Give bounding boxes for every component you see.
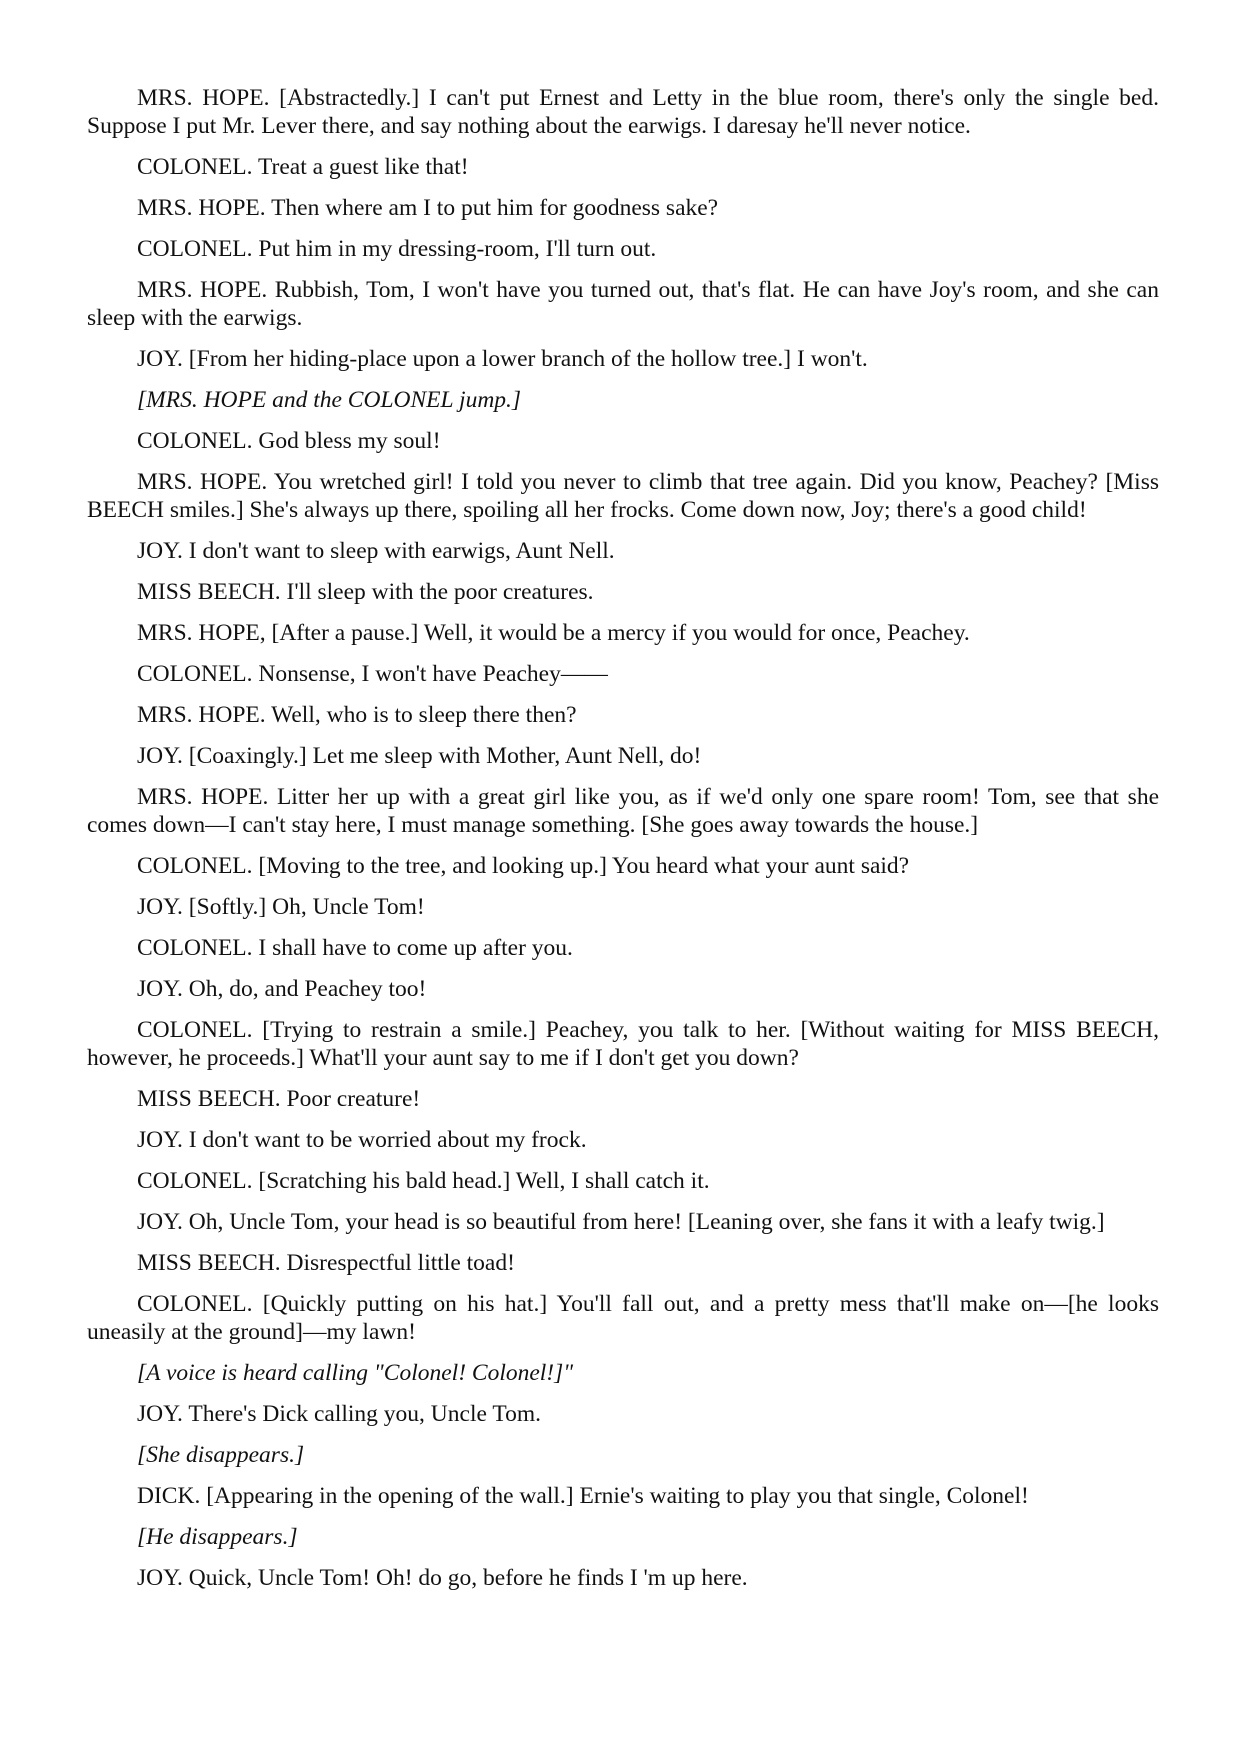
paragraph: COLONEL. Put him in my dressing-room, I'll turn out. <box>137 236 657 262</box>
paragraph: COLONEL. [Quickly putting on his hat.] You'll fall out, and a pretty mess that'll make on—[he looks uneasily at the ground]—my lawn! <box>87 1291 1159 1345</box>
paragraph: JOY. I don't want to sleep with earwigs, Aunt Nell. <box>137 538 615 564</box>
paragraph: COLONEL. [Moving to the tree, and looking up.] You heard what your aunt said? <box>137 853 910 879</box>
paragraph: DICK. [Appearing in the opening of the wall.] Ernie's waiting to play you that single, Colonel! <box>137 1483 1029 1509</box>
paragraph: MRS. HOPE. Litter her up with a great girl like you, as if we'd only one spare room! Tom, see that she comes down—I can't stay here, I must manage something. [She goes away towards the house.] <box>87 784 1159 838</box>
paragraph: MISS BEECH. Disrespectful little toad! <box>137 1250 515 1276</box>
paragraph: COLONEL. Treat a guest like that! <box>137 154 469 180</box>
paragraph: COLONEL. [Trying to restrain a smile.] Peachey, you talk to her. [Without waiting for MISS BEECH, however, he proceeds.] What'll your aunt say to me if I don't get you down? <box>87 1017 1159 1071</box>
paragraph: JOY. I don't want to be worried about my frock. <box>137 1127 587 1153</box>
stage-direction: [He disappears.] <box>137 1524 298 1550</box>
paragraph: JOY. Quick, Uncle Tom! Oh! do go, before he finds I 'm up here. <box>137 1565 748 1591</box>
paragraph: JOY. [Softly.] Oh, Uncle Tom! <box>137 894 425 920</box>
stage-direction: [A voice is heard calling "Colonel! Colonel!]" <box>137 1360 574 1386</box>
paragraph: COLONEL. I shall have to come up after you. <box>137 935 573 961</box>
paragraph: JOY. There's Dick calling you, Uncle Tom. <box>137 1401 541 1427</box>
stage-direction: [MRS. HOPE and the COLONEL jump.] <box>137 387 522 413</box>
paragraph: COLONEL. God bless my soul! <box>137 428 441 454</box>
paragraph: MRS. HOPE. Then where am I to put him for goodness sake? <box>137 195 719 221</box>
paragraph: MISS BEECH. I'll sleep with the poor creatures. <box>137 579 594 605</box>
document-page <box>87 84 1159 1605</box>
stage-direction: [She disappears.] <box>137 1442 305 1468</box>
paragraph: MRS. HOPE. Well, who is to sleep there then? <box>137 702 577 728</box>
paragraph: MRS. HOPE. [Abstractedly.] I can't put Ernest and Letty in the blue room, there's only the single bed. Suppose I put Mr. Lever there, and say nothing about the earwigs. I daresay he'll never notice. <box>87 85 1159 139</box>
paragraph: JOY. [Coaxingly.] Let me sleep with Mother, Aunt Nell, do! <box>137 743 702 769</box>
paragraph: JOY. Oh, Uncle Tom, your head is so beautiful from here! [Leaning over, she fans it with a leafy twig.] <box>137 1209 1105 1235</box>
paragraph: COLONEL. Nonsense, I won't have Peachey—— <box>137 661 608 687</box>
paragraph: JOY. [From her hiding-place upon a lower branch of the hollow tree.] I won't. <box>137 346 868 372</box>
paragraph: MISS BEECH. Poor creature! <box>137 1086 421 1112</box>
paragraph: MRS. HOPE. You wretched girl! I told you never to climb that tree again. Did you know, Peachey? [Miss BEECH smiles.] She's always up there, spoiling all her frocks. Come down now, Joy; there's a good child! <box>87 469 1159 523</box>
paragraph: COLONEL. [Scratching his bald head.] Well, I shall catch it. <box>137 1168 710 1194</box>
paragraph: MRS. HOPE, [After a pause.] Well, it would be a mercy if you would for once, Peachey. <box>137 620 970 646</box>
paragraph: JOY. Oh, do, and Peachey too! <box>137 976 427 1002</box>
paragraph: MRS. HOPE. Rubbish, Tom, I won't have you turned out, that's flat. He can have Joy's room, and she can sleep with the earwigs. <box>87 277 1159 331</box>
